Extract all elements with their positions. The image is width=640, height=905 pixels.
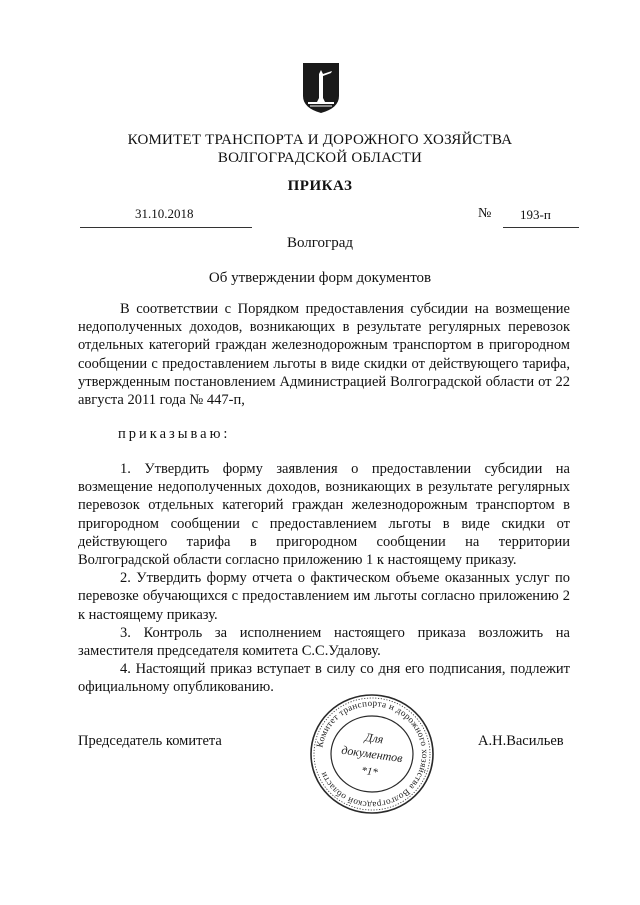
order-item-4: 4. Настоящий приказ вступает в силу со дня его подписания, подлежит официальному опубликованию. <box>78 661 570 696</box>
signatory-position: Председатель комитета <box>78 733 222 749</box>
organization-name-line1: КОМИТЕТ ТРАНСПОРТА И ДОРОЖНОГО ХОЗЯЙСТВА <box>127 132 513 148</box>
official-seal-stamp <box>308 692 436 816</box>
order-item-1: 1. Утвердить форму заявления о предоставлении субсидии на возмещение недополученных доходов, возникающих в результате регулярных перевозок отдельных категорий граждан железнодорожным транспортом в пригородном сообщении с предоставлением льготы в виде скидки от действующего тарифа в пригородном сообщении на территории Волгоградской области согласно приложению 1 к настоящему приказу. <box>78 461 570 569</box>
order-items <box>78 460 570 697</box>
order-item-2: 2. Утвердить форму отчета о фактическом объеме оказанных услуг по перевозке обучающихся с предоставлением им льготы согласно приложению 2 к настоящему приказу. <box>78 570 570 623</box>
coat-of-arms-emblem <box>302 62 340 114</box>
signatory-name: А.Н.Васильев <box>478 733 564 749</box>
order-item-3: 3. Контроль за исполнением настоящего приказа возложить на заместителя председателя комитета С.С.Удалову. <box>78 624 570 660</box>
document-subject: Об утверждении форм документов <box>208 270 432 286</box>
order-word: приказываю: <box>118 426 231 442</box>
number-underline <box>503 227 579 228</box>
number-sign: № <box>478 206 492 221</box>
seal-center-line2: документов <box>340 742 404 766</box>
document-type-title: ПРИКАЗ <box>287 178 353 194</box>
date-underline <box>80 227 252 228</box>
document-number: 193-п <box>520 207 551 222</box>
seal-center-line1: Для <box>364 729 385 747</box>
organization-name-line2: ВОЛГОГРАДСКОЙ ОБЛАСТИ <box>217 150 423 166</box>
seal-center-line3: *1* <box>360 764 379 779</box>
city-name: Волгоград <box>286 235 353 251</box>
document-date: 31.10.2018 <box>135 206 194 221</box>
seal-ring-text: Комитет транспорта и дорожного хозяйства Волгоградской области <box>314 697 431 811</box>
preamble-paragraph: В соответствии с Порядком предоставления субсидии на возмещение недополученных доходов, возникающих в результате регулярных перевозок отдельных категорий граждан железнодорожным транспортом в пригородном сообщении с предоставлением льготы в виде скидки от действующего тарифа, утвержденным постановлением Администрацией Волгоградской области от 22 августа 2011 года № 447-п, <box>78 301 570 409</box>
